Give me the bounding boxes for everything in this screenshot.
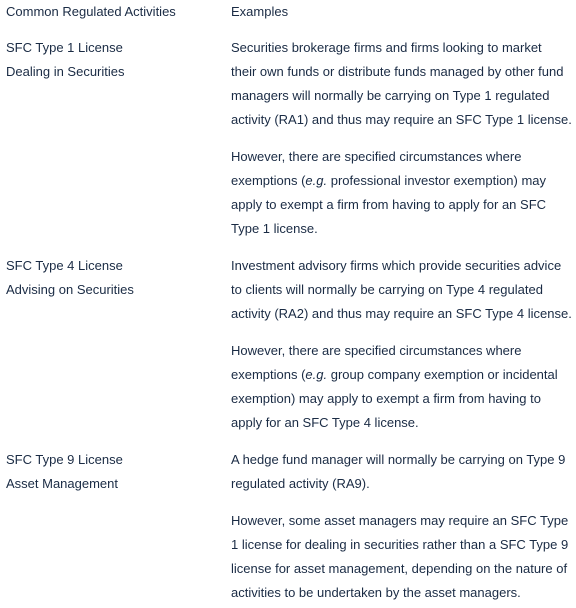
text-line: Securities brokerage firms and firms looking to market	[231, 40, 542, 55]
text-line: However, there are specified circumstances where	[231, 343, 522, 358]
text-line: activities to be undertaken by the asset managers.	[231, 585, 521, 600]
exemption-paragraph	[231, 509, 572, 605]
activity-name: Dealing in Securities	[6, 64, 125, 79]
text-line: regulated activity (RA9).	[231, 476, 370, 491]
regulated-activities-table	[6, 0, 572, 605]
text-line: However, there are specified circumstances where	[231, 149, 522, 164]
text-fragment: professional investor exemption) may	[327, 173, 547, 188]
license-name: SFC Type 4 License	[6, 258, 123, 273]
text-fragment: group company exemption or incidental	[327, 367, 558, 382]
table-row	[6, 36, 572, 241]
text-line: activity (RA2) and thus may require an SFC Type 4 license.	[231, 306, 572, 321]
text-fragment: exemptions (	[231, 173, 306, 188]
activity-cell	[6, 448, 231, 496]
text-line: Investment advisory firms which provide securities advice	[231, 258, 562, 273]
text-line: Type 1 license.	[231, 221, 318, 236]
example-paragraph	[231, 36, 572, 132]
text-line: However, some asset managers may require an SFC Type	[231, 513, 569, 528]
column-header-activities: Common Regulated Activities	[6, 4, 176, 19]
text-line: 1 license for dealing in securities rather than a SFC Type 9	[231, 537, 569, 552]
text-line	[231, 169, 572, 193]
table-row	[6, 448, 572, 605]
table-row	[6, 254, 572, 435]
text-line: exemption) may apply to exempt a firm from having to	[231, 391, 541, 406]
text-line: activity (RA1) and thus may require an SFC Type 1 license.	[231, 112, 572, 127]
license-name: SFC Type 9 License	[6, 452, 123, 467]
examples-cell	[231, 254, 572, 435]
license-name: SFC Type 1 License	[6, 40, 123, 55]
text-line: A hedge fund manager will normally be carrying on Type 9	[231, 452, 566, 467]
example-paragraph	[231, 254, 572, 326]
text-line: apply to exempt a firm from having to apply for an SFC	[231, 197, 547, 212]
italic-text: e.g.	[305, 173, 328, 188]
examples-cell	[231, 36, 572, 241]
text-line: to clients will normally be carrying on Type 4 regulated	[231, 282, 543, 297]
exemption-paragraph	[231, 145, 572, 241]
activity-cell	[6, 254, 231, 302]
activity-name: Advising on Securities	[6, 282, 134, 297]
exemption-paragraph	[231, 339, 572, 435]
italic-text: e.g.	[305, 367, 328, 382]
text-line: license for asset management, depending on the nature of	[231, 561, 568, 576]
activity-cell	[6, 36, 231, 84]
text-line	[231, 363, 572, 387]
text-fragment: exemptions (	[231, 367, 306, 382]
table-header-row	[6, 0, 572, 24]
activity-name: Asset Management	[6, 476, 119, 491]
example-paragraph	[231, 448, 572, 496]
text-line: managers will normally be carrying on Type 1 regulated	[231, 88, 550, 103]
column-header-examples: Examples	[231, 4, 289, 19]
text-line: their own funds or distribute funds managed by other fund	[231, 64, 564, 79]
examples-cell	[231, 448, 572, 605]
text-line: apply for an SFC Type 4 license.	[231, 415, 419, 430]
